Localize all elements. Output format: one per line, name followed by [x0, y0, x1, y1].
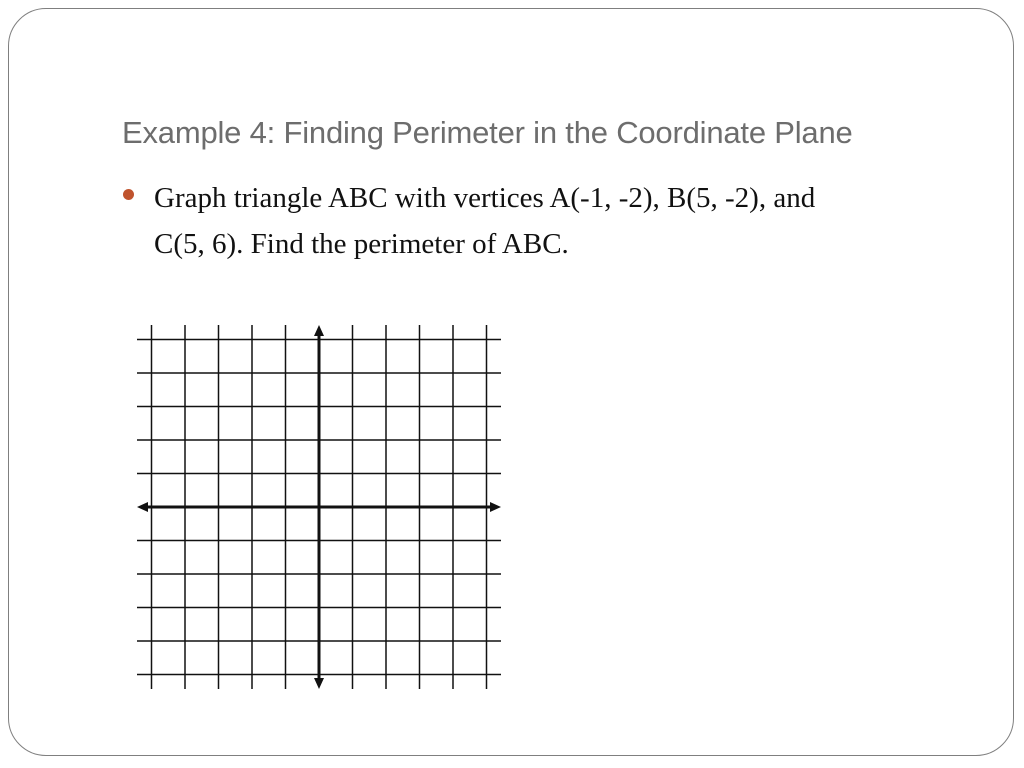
y-axis-down-arrow-icon [314, 678, 324, 689]
coordinate-grid [130, 318, 510, 698]
x-axis-left-arrow-icon [137, 502, 148, 512]
bullet-text-line-1: Graph triangle ABC with vertices A(-1, -2), B(5, -2), and [154, 182, 816, 214]
bullet-dot-icon [123, 189, 134, 200]
bullet-text-line-2: C(5, 6). Find the perimeter of ABC. [154, 228, 569, 260]
slide-title: Example 4: Finding Perimeter in the Coordinate Plane [122, 115, 853, 150]
y-axis-up-arrow-icon [314, 325, 324, 336]
axes [137, 325, 501, 689]
bullet-text [154, 175, 924, 267]
x-axis-right-arrow-icon [490, 502, 501, 512]
